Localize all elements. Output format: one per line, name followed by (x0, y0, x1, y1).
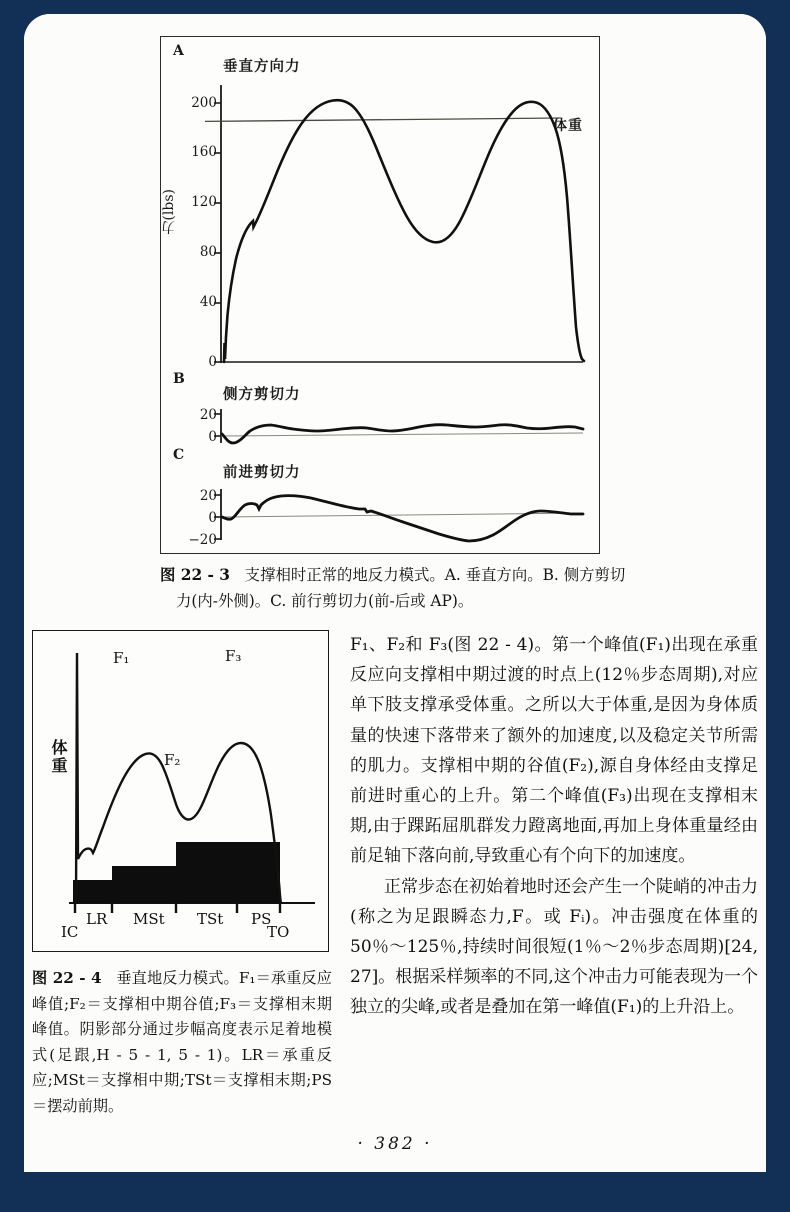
xtick-lr: LR (86, 910, 108, 928)
figure-22-3-caption (160, 562, 630, 614)
figure-22-3-plot (161, 37, 601, 555)
xtick-ps: PS (251, 910, 272, 928)
curve-label-f1: F₁ (113, 649, 130, 667)
panel-letter-c: C (173, 447, 185, 463)
panel-b-tick-0: 0 (208, 429, 217, 445)
panel-a-tick-0: 0 (208, 354, 217, 370)
xtick-ic: IC (61, 923, 79, 941)
panel-b-zero-line (221, 433, 583, 436)
panel-a-tick-160: 160 (191, 144, 217, 160)
xtick-mst: MSt (133, 910, 165, 928)
panel-a-tick-120: 120 (191, 194, 217, 210)
panel-a-tick-80: 80 (199, 244, 217, 260)
figure-22-4-y-axis-label: 体重 (49, 739, 68, 775)
panel-c-ticks (214, 495, 221, 539)
figure-22-4-caption-text: 垂直地反力模式。F₁＝承重反应峰值;F₂＝支撑相中期谷值;F₃＝支撑相末期峰值。阴影部分通过步幅高度表示足着地模式(足跟,H - 5 - 1, 5 - 1)。LR＝承重反应;MSt＝支撑相中期;TSt＝支撑相末期;PS＝摆动前期。 (32, 969, 332, 1115)
page-number: · 382 · (357, 1134, 433, 1154)
panel-b-ticks (214, 414, 221, 436)
curve-label-f3: F₃ (225, 647, 242, 665)
body-text-column (350, 630, 758, 1023)
curve-label-f2: F₂ (164, 751, 181, 769)
xtick-to: TO (267, 923, 290, 941)
figure-22-4 (32, 630, 329, 952)
figure-22-3-caption-number: 图 22 - 3 (160, 566, 230, 584)
book-page (24, 14, 766, 1172)
panel-a-tick-40: 40 (199, 294, 217, 310)
panel-letter-b: B (173, 371, 185, 387)
figure-22-3-caption-line1: 支撑相时正常的地反力模式。A. 垂直方向。B. 侧方剪切 (244, 566, 626, 584)
panel-b-tick-20: 20 (199, 407, 217, 423)
xtick-tst: TSt (197, 910, 224, 928)
figure-22-4-xticks (75, 903, 280, 913)
figure-22-4-caption (32, 966, 332, 1120)
figure-22-3-caption-line2: 力(内-外侧)。C. 前行剪切力(前-后或 AP)。 (176, 592, 474, 610)
panel-title-b: 侧方剪切力 (223, 387, 301, 403)
body-paragraph-1: F₁、F₂和 F₃(图 22 - 4)。第一个峰值(F₁)出现在承重反应向支撑相中期过渡的时点上(12％步态周期),对应单下肢支撑承受体重。之所以大于体重,是因为身体质量的快速下落带来了额外的加速度,以及稳定关节所需的肌力。支撑相中期的谷值(F₂),源自身体经由支撑足前进时重心的上升。第二个峰值(F₃)出现在支撑相末期,由于踝跖屈肌群发力蹬离地面,再加上身体重量经由前足轴下落向前,导致重心有个向下的加速度。 (350, 635, 758, 867)
body-paragraph-2: 正常步态在初始着地时还会产生一个陡峭的冲击力(称之为足跟瞬态力,F。或 Fᵢ)。冲击强度在体重的 50％～125％,持续时间很短(1％～2％步态周期)[24, 27]。根据采样频率的不同,这个冲击力可能表现为一个独立的尖峰,或者是叠加在第一峰值(F₁)的上升沿上。 (350, 876, 758, 1018)
panel-c-tick-20: 20 (199, 488, 217, 504)
foot-contact-shaded-steps (73, 842, 280, 903)
panel-a-ticks (214, 103, 221, 362)
figure-22-3 (160, 36, 600, 554)
panel-a-tick-200: 200 (191, 95, 217, 111)
figure-22-4-plot (33, 631, 330, 953)
panel-c-curve (222, 496, 583, 541)
panel-title-a: 垂直方向力 (223, 59, 301, 75)
panel-c-tick-0: 0 (208, 510, 217, 526)
panel-title-c: 前进剪切力 (223, 465, 301, 481)
panel-c-tick-minus20: −20 (188, 532, 217, 548)
body-weight-line-label: 体重 (553, 118, 583, 134)
panel-a-y-axis-label: 力(lbs) (161, 189, 177, 235)
panel-a-curve (224, 100, 584, 362)
figure-22-4-caption-number: 图 22 - 4 (32, 969, 102, 987)
panel-letter-a: A (173, 43, 184, 59)
